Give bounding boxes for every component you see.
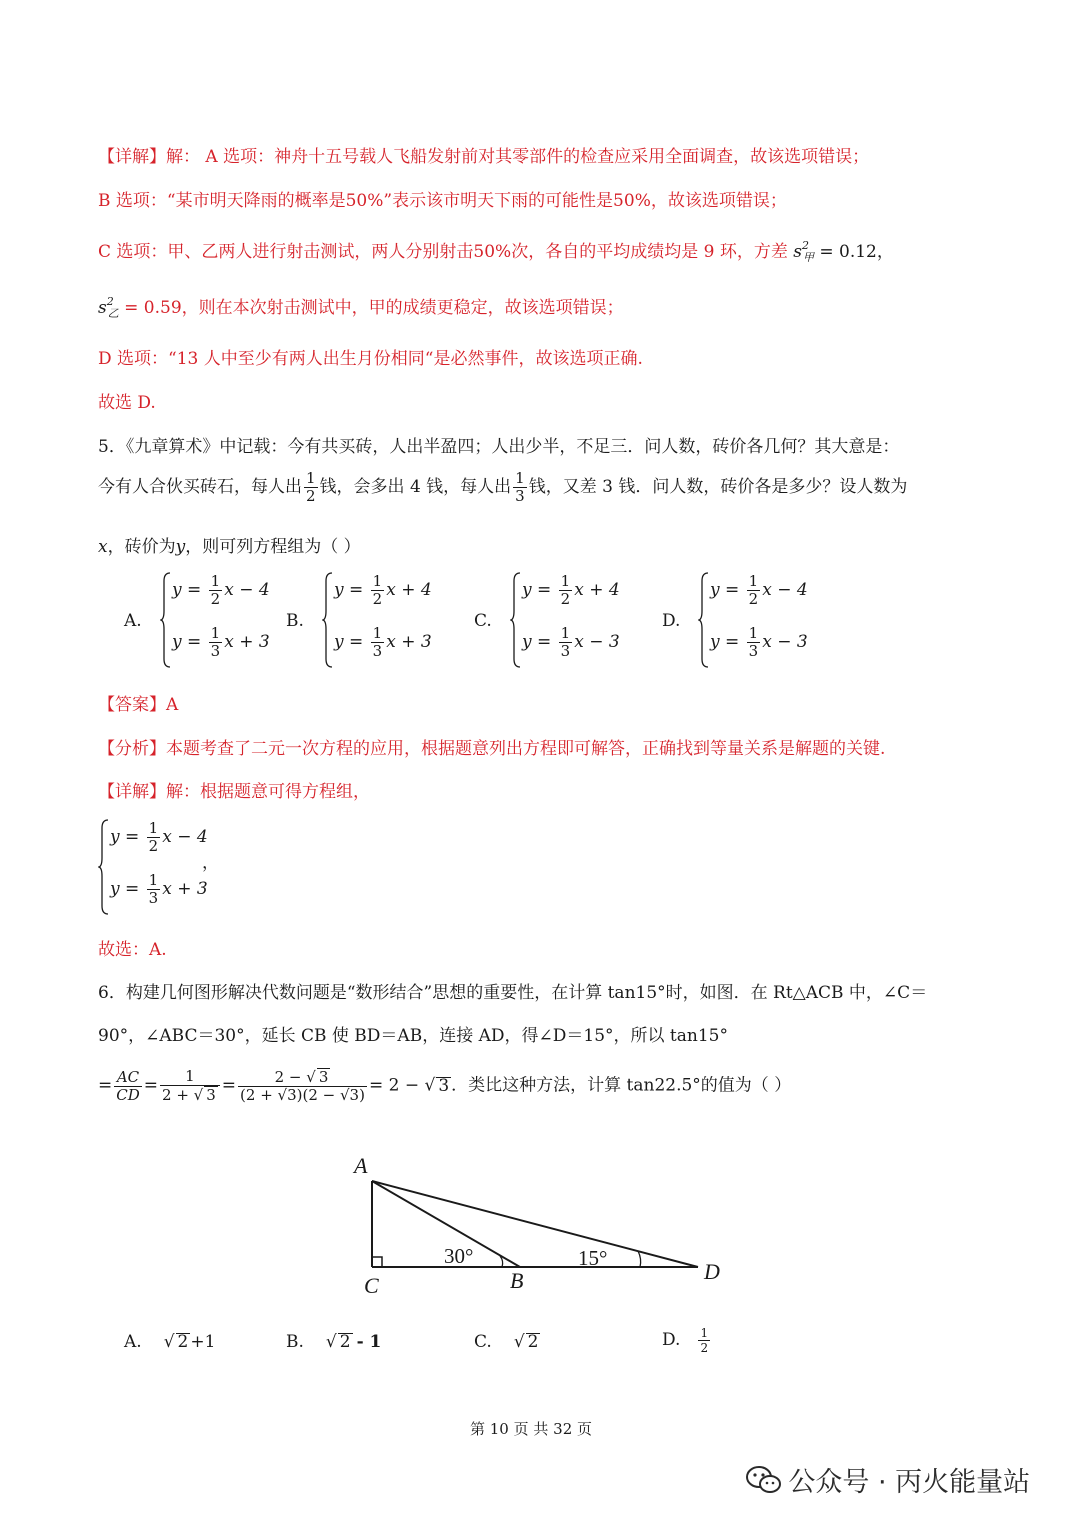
q5-stem-line3: x，砖价为y，则可列方程组为（ ） <box>98 537 361 557</box>
option-label: D. <box>662 611 681 631</box>
label-angle-15: 15° <box>578 1246 608 1270</box>
q4-choice: 故选 D. <box>98 393 156 413</box>
option-system <box>698 571 828 671</box>
label-b: B <box>510 1268 524 1293</box>
q5-answer: 【答案】A <box>98 695 179 715</box>
q6-option-d[interactable]: D. $\frac{1}{2}$ <box>662 1326 709 1355</box>
page-footer: 第 10 页 共 32 页 <box>470 1420 593 1438</box>
q4-explain-line1: 【详解】解： A 选项：神舟十五号载人飞船发射前对其零部件的检查应采用全面调查，故该选项错误； <box>98 147 870 167</box>
option-eq1: y = $\frac{1}{2}$ x − 4 <box>710 572 808 608</box>
variance-yi: $s^2_乙$ <box>98 295 119 320</box>
option-system <box>510 571 640 671</box>
variance-jia: $s^2_甲$ <box>793 239 814 264</box>
brace-icon <box>698 571 710 669</box>
q5-stem-line2: 今有人合伙买砖石，每人出 $\frac{1}{2}$ 钱，会多出 4 钱，每人出 $\frac{1}{3}$ 钱，又差 3 钱．问人数，砖价各是多少？设人数为 <box>98 469 908 505</box>
option-system <box>160 571 290 671</box>
option-system <box>322 571 452 671</box>
q4-explain-tag: 【详解】 <box>98 147 166 167</box>
watermark: 公众号 · 丙火能量站 <box>745 1460 1030 1499</box>
option-eq2: y = $\frac{1}{3}$ x − 3 <box>710 624 808 660</box>
label-c: C <box>364 1273 379 1298</box>
solution-comma: ， <box>202 853 219 873</box>
option-eq1: y = $\frac{1}{2}$ x + 4 <box>522 572 620 608</box>
q6-option-b[interactable]: B. √ 2 - 1 <box>286 1332 382 1352</box>
q6-equation: = $\frac{AC}{CD}$ = $\frac{1}{2 + √ 3}$ = $\frac{2 - √ 3}{(2 + √3)(2 - √3)}$ = 2 − √ 3 ．类比这种方法，计算 tan22.5°的值为（ ） <box>98 1067 792 1104</box>
q5-stem-line1: 5．《九章算术》中记载：今有共买砖，人出半盈四；人出少半，不足三．问人数，砖价各几何？其大意是： <box>98 437 900 457</box>
option-eq2: y = $\frac{1}{3}$ x + 3 <box>334 624 432 660</box>
label-a: A <box>354 1153 368 1178</box>
triangle-figure <box>340 1145 740 1305</box>
fraction-third: $\frac{1}{3}$ <box>515 469 525 505</box>
solution-eq2: y = $\frac{1}{3}$ x + 3 <box>110 871 208 907</box>
q5-solution-system <box>98 818 238 918</box>
q4-explain-line2: B 选项：“某市明天降雨的概率是50%”表示该市明天下雨的可能性是50%，故该选项错误； <box>98 191 787 211</box>
q6-stem-line2: 90°，∠ABC＝30°，延长 CB 使 BD＝AB，连接 AD，得∠D＝15°，所以 tan15° <box>98 1026 728 1046</box>
segment-ad <box>372 1181 698 1267</box>
brace-icon <box>322 571 334 669</box>
brace-icon <box>510 571 522 669</box>
q6-option-a[interactable]: A. √ 2 +1 <box>124 1332 216 1352</box>
q4-explain-line5: D 选项：“13 人中至少有两人出生月份相同“是必然事件，故该选项正确. <box>98 349 643 369</box>
option-label: A. <box>124 611 142 631</box>
option-eq2: y = $\frac{1}{3}$ x − 3 <box>522 624 620 660</box>
label-d: D <box>704 1259 720 1284</box>
option-eq1: y = $\frac{1}{2}$ x + 4 <box>334 572 432 608</box>
q5-explain: 【详解】解：根据题意可得方程组， <box>98 782 370 802</box>
wechat-icon <box>745 1464 783 1496</box>
q6-option-c[interactable]: C. √ 2 <box>474 1332 539 1352</box>
option-label: B. <box>286 611 304 631</box>
q4-explain-line3: C 选项：甲、乙两人进行射击测试，两人分别射击50%次，各自的平均成绩均是 9 环，方差 $s^2_甲 = 0.12$， <box>98 239 894 264</box>
option-label: C. <box>474 611 492 631</box>
right-angle-mark <box>372 1257 382 1267</box>
brace-icon <box>98 818 110 916</box>
q6-stem-line1: 6．构建几何图形解决代数问题是“数形结合”思想的重要性，在计算 tan15°时，如图．在 Rt△ACB 中，∠C＝ <box>98 983 928 1003</box>
q5-analysis: 【分析】本题考查了二元一次方程的应用，根据题意列出方程即可解答，正确找到等量关系是解题的关键. <box>98 739 886 759</box>
option-eq2: y = $\frac{1}{3}$ x + 3 <box>172 624 270 660</box>
fraction-half: $\frac{1}{2}$ <box>306 469 316 505</box>
option-eq1: y = $\frac{1}{2}$ x − 4 <box>172 572 270 608</box>
solution-eq1: y = $\frac{1}{2}$ x − 4 <box>110 819 208 855</box>
q4-explain-line4: $s^2_乙 = 0.59$，则在本次射击测试中，甲的成绩更稳定，故该选项错误； <box>98 295 624 320</box>
q5-choice: 故选：A. <box>98 940 167 960</box>
angle-arc-d <box>638 1251 641 1267</box>
label-angle-30: 30° <box>444 1244 474 1268</box>
brace-icon <box>160 571 172 669</box>
